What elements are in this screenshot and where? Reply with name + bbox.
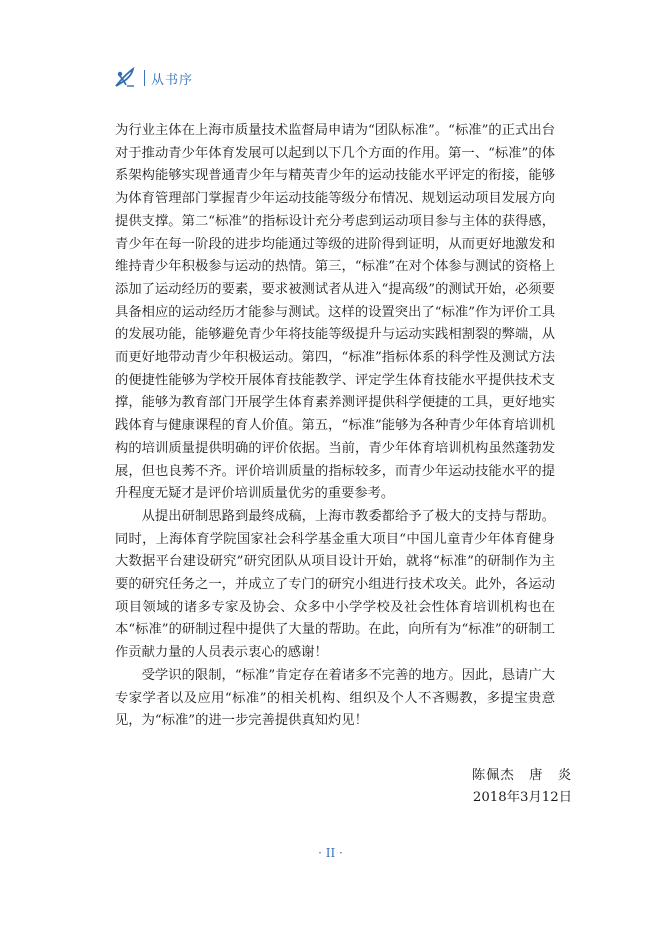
signature-date: 2018年3月12日 xyxy=(472,790,572,805)
paragraph-1: 为行业主体在上海市质量技术监督局申请为“团队标准”。“标准”的正式出台对于推动青少年体育发展可以起到以下几个方面的作用。第一、“标准”的体系架构能够实现普通青少年与精英青少年的运动技能水平评定的衔接，能够为体育管理部门掌握青少年运动技能等级分布情况、规划运动项目发展方向提供支撑。第二“标准”的指标设计充分考虑到运动项目参与主体的获得感，青少年在每一阶段的进步均能通过等级的进阶得到证明，从而更好地激发和维持青少年积极参与运动的热情。第三，“标准”在对个体参与测试的资格上添加了运动经历的要素，要求被测试者从进入“提高级”的测试开始，必须要具备相应的运动经历才能参与测试。这样的设置突出了“标准”作为评价工具的发展功能，能够避免青少年将技能等级提升与运动实践相割裂的弊端，从而更好地带动青少年积极运动。第四，“标准”指标体系的科学性及测试方法的便捷性能够为学校开展体育技能教学、评定学生体育技能水平提供技术支撑，能够为教育部门开展学生体育素养测评提供科学便捷的工具，更好地实践体育与健康课程的育人价值。第五，“标准”能够为各种青少年体育培训机构的培训质量提供明确的评价依据。当前，青少年体育培训机构虽然蓬勃发展，但也良莠不齐。评价培训质量的指标较多，而青少年运动技能水平的提升程度无疑才是评价培训质量优劣的重要参考。 xyxy=(115,123,555,502)
section-label: 从书序 xyxy=(151,72,194,88)
body-text xyxy=(115,120,555,733)
paragraph-2: 从提出研制思路到最终成稿，上海市教委都给予了极大的支持与帮助。同时，上海体育学院国家社会科学基金重大项目“中国儿童青少年体育健身大数据平台建设研究”研究团队从项目设计开始，就将“标准”的研制作为主要的研究任务之一，并成立了专门的研究小组进行技术攻关。此外，各运动项目领域的诸多专家及协会、众多中小学学校及社会性体育培训机构也在本“标准”的研制过程中提供了大量的帮助。在此，向所有为“标准”的研制工作贡献力量的人员表示衷心的感谢！ xyxy=(115,508,555,661)
running-header xyxy=(113,66,193,90)
pen-nib-icon xyxy=(113,66,139,90)
page-number: · II · xyxy=(318,846,343,860)
signature-authors: 陈佩杰 唐 炎 xyxy=(471,768,572,783)
paragraph-3: 受学识的限制，“标准”肯定存在着诸多不完善的地方。因此，恳请广大专家学者以及应用“标准”的相关机构、组织及个人不吝赐教，多提宝贵意见，为“标准”的进一步完善提供真知灼见！ xyxy=(115,667,555,729)
header-divider xyxy=(144,70,145,86)
